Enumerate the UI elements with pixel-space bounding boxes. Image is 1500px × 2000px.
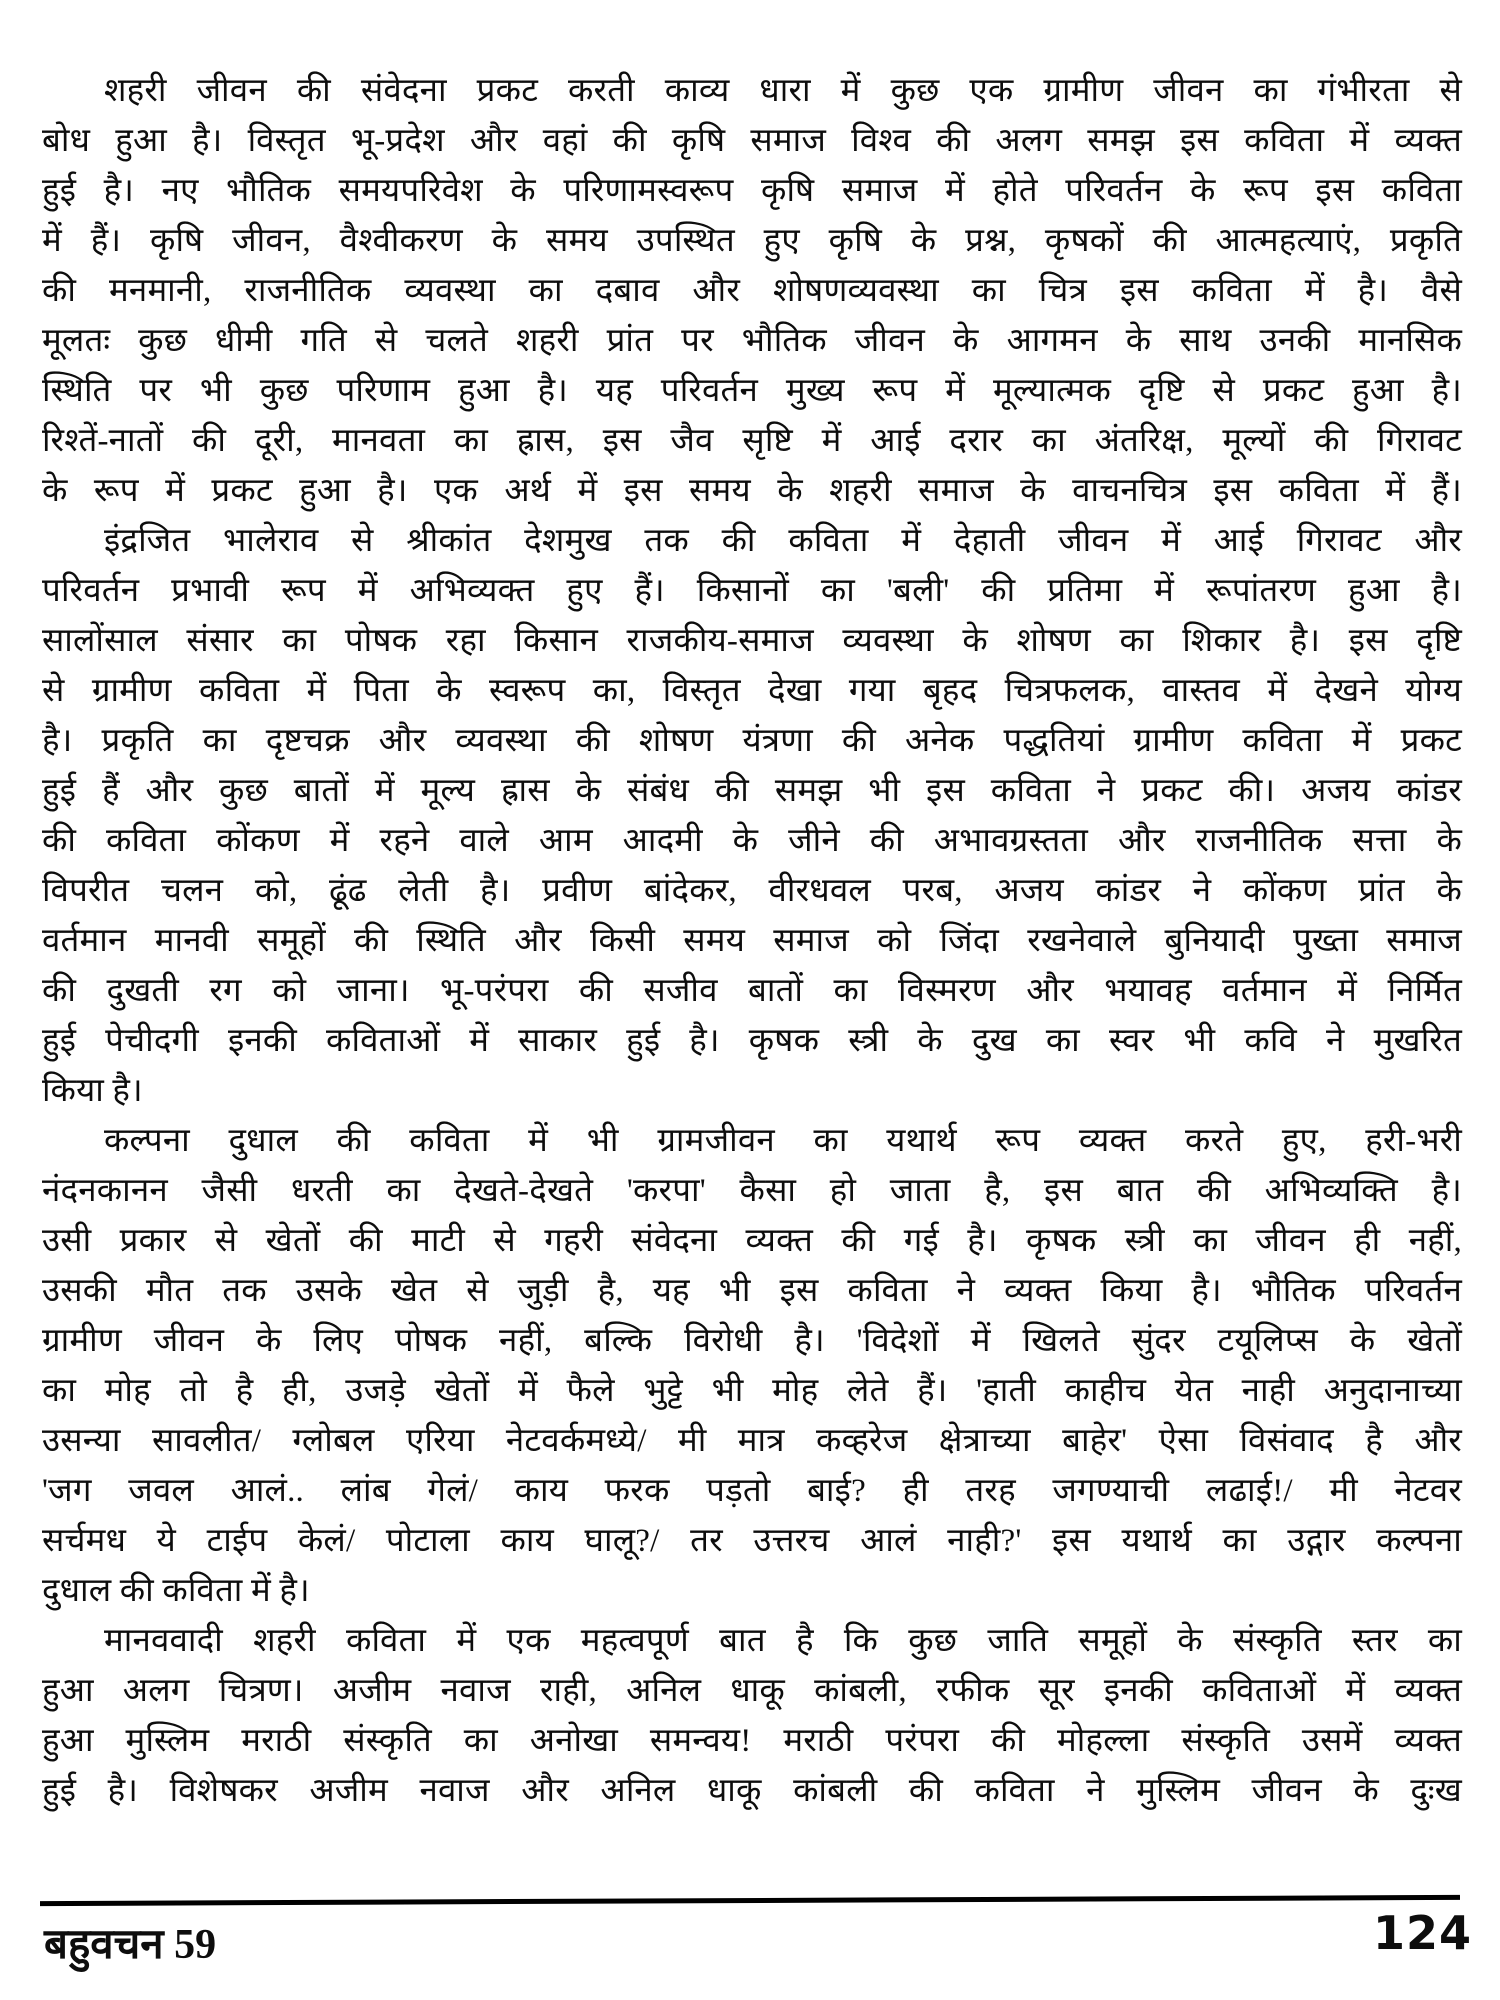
text-line: वर्तमान मानवी समूहों की स्थिति और किसी समय समाज को जिंदा रखनेवाले बुनियादी पुख्ता समाज xyxy=(42,923,1462,959)
text-line: के रूप में प्रकट हुआ है। एक अर्थ में इस समय के शहरी समाज के वाचनचित्र इस कविता में हैं। xyxy=(42,473,1462,509)
paragraph-1 xyxy=(42,66,1462,516)
text-line: हुई पेचीदगी इनकी कविताओं में साकार हुई है। कृषक स्त्री के दुख का स्वर भी कवि ने मुखरित xyxy=(42,1023,1462,1059)
text-line: मानववादी शहरी कविता में एक महत्वपूर्ण बात है कि कुछ जाति समूहों के संस्कृति स्तर का xyxy=(104,1623,1462,1659)
text-line: इंद्रजित भालेराव से श्रीकांत देशमुख तक की कविता में देहाती जीवन में आई गिरावट और xyxy=(104,523,1462,559)
text-line: ग्रामीण जीवन के लिए पोषक नहीं, बल्कि विरोधी है। 'विदेशों में खिलते सुंदर टयूलिप्स के खेतों xyxy=(42,1323,1462,1359)
text-line: दुधाल की कविता में है। xyxy=(42,1573,310,1609)
text-line: नंदनकानन जैसी धरती का देखते-देखते 'करपा' कैसा हो जाता है, इस बात की अभिव्यक्ति है। xyxy=(42,1173,1462,1209)
footer-divider xyxy=(40,1895,1460,1906)
text-line: की कविता कोंकण में रहने वाले आम आदमी के जीने की अभावग्रस्तता और राजनीतिक सत्ता के xyxy=(42,823,1462,859)
text-line: की दुखती रग को जाना। भू-परंपरा की सजीव बातों का विस्मरण और भयावह वर्तमान में निर्मित xyxy=(42,973,1462,1009)
text-line: से ग्रामीण कविता में पिता के स्वरूप का, विस्तृत देखा गया बृहद चित्रफलक, वास्तव में देखने योग्य xyxy=(42,673,1462,709)
text-line: मूलतः कुछ धीमी गति से चलते शहरी प्रांत पर भौतिक जीवन के आगमन के साथ उनकी मानसिक xyxy=(42,323,1462,359)
text-line: परिवर्तन प्रभावी रूप में अभिव्यक्त हुए हैं। किसानों का 'बली' की प्रतिमा में रूपांतरण हुआ है। xyxy=(42,573,1462,609)
text-line: हुआ मुस्लिम मराठी संस्कृति का अनोखा समन्वय! मराठी परंपरा की मोहल्ला संस्कृति उसमें व्यक्त xyxy=(42,1723,1462,1759)
paragraph-2 xyxy=(42,516,1462,1116)
text-line: का मोह तो है ही, उजड़े खेतों में फैले भुट्टे भी मोह लेते हैं। 'हाती काहीच येत नाही अनुदानाच्या xyxy=(42,1373,1462,1409)
paragraph-3 xyxy=(42,1116,1462,1616)
text-line: उसन्या सावलीत/ ग्लोबल एरिया नेटवर्कमध्ये/ मी मात्र कव्हरेज क्षेत्राच्या बाहेर' ऐसा विसंवाद है और xyxy=(42,1423,1462,1459)
text-line: स्थिति पर भी कुछ परिणाम हुआ है। यह परिवर्तन मुख्य रूप में मूल्यात्मक दृष्टि से प्रकट हुआ है। xyxy=(42,373,1462,409)
paragraph-4 xyxy=(42,1616,1462,1816)
text-line: हुई है। नए भौतिक समयपरिवेश के परिणामस्वरूप कृषि समाज में होते परिवर्तन के रूप इस कविता xyxy=(42,173,1462,209)
text-line: में हैं। कृषि जीवन, वैश्वीकरण के समय उपस्थित हुए कृषि के प्रश्न, कृषकों की आत्महत्याएं, प्रकृति xyxy=(42,223,1462,259)
text-block xyxy=(42,66,1462,1816)
text-line: विपरीत चलन को, ढूंढ लेती है। प्रवीण बांदेकर, वीरधवल परब, अजय कांडर ने कोंकण प्रांत के xyxy=(42,873,1462,909)
text-line: 'जग जवल आलं.. लांब गेलं/ काय फरक पड़तो बाई? ही तरह जगण्याची लढाई!/ मी नेटवर xyxy=(42,1473,1462,1509)
text-line: हुआ अलग चित्रण। अजीम नवाज राही, अनिल धाकू कांबली, रफीक सूर इनकी कविताओं में व्यक्त xyxy=(42,1673,1462,1709)
text-line: बोध हुआ है। विस्तृत भू-प्रदेश और वहां की कृषि समाज विश्व की अलग समझ इस कविता में व्यक्त xyxy=(42,123,1462,159)
text-line: सर्चमध ये टाईप केलं/ पोटाला काय घालू?/ तर उत्तरच आलं नाही?' इस यथार्थ का उद्गार कल्पना xyxy=(42,1523,1462,1559)
text-line: सालोंसाल संसार का पोषक रहा किसान राजकीय-समाज व्यवस्था के शोषण का शिकार है। इस दृष्टि xyxy=(42,623,1462,659)
text-line: है। प्रकृति का दृष्टचक्र और व्यवस्था की शोषण यंत्रणा की अनेक पद्धतियां ग्रामीण कविता में प्रकट xyxy=(42,723,1462,759)
text-line: उसी प्रकार से खेतों की माटी से गहरी संवेदना व्यक्त की गई है। कृषक स्त्री का जीवन ही नहीं, xyxy=(42,1223,1462,1259)
text-line: शहरी जीवन की संवेदना प्रकट करती काव्य धारा में कुछ एक ग्रामीण जीवन का गंभीरता से xyxy=(104,73,1462,109)
journal-issue-label: बहुवचन 59 xyxy=(44,1922,217,1968)
text-line: कल्पना दुधाल की कविता में भी ग्रामजीवन का यथार्थ रूप व्यक्त करते हुए, हरी-भरी xyxy=(104,1123,1462,1159)
text-line: हुई है। विशेषकर अजीम नवाज और अनिल धाकू कांबली की कविता ने मुस्लिम जीवन के दुःख xyxy=(42,1773,1462,1809)
text-line: रिश्तें-नातों की दूरी, मानवता का ह्रास, इस जैव सृष्टि में आई दरार का अंतरिक्ष, मूल्यों की गिरावट xyxy=(42,423,1462,459)
text-line: उसकी मौत तक उसके खेत से जुड़ी है, यह भी इस कविता ने व्यक्त किया है। भौतिक परिवर्तन xyxy=(42,1273,1462,1309)
text-line: किया है। xyxy=(42,1073,143,1109)
text-line: हुई हैं और कुछ बातों में मूल्य ह्रास के संबंध की समझ भी इस कविता ने प्रकट की। अजय कांडर xyxy=(42,773,1462,809)
text-line: की मनमानी, राजनीतिक व्यवस्था का दबाव और शोषणव्यवस्था का चित्र इस कविता में है। वैसे xyxy=(42,273,1462,309)
page-number: 124 xyxy=(1372,1906,1472,1960)
